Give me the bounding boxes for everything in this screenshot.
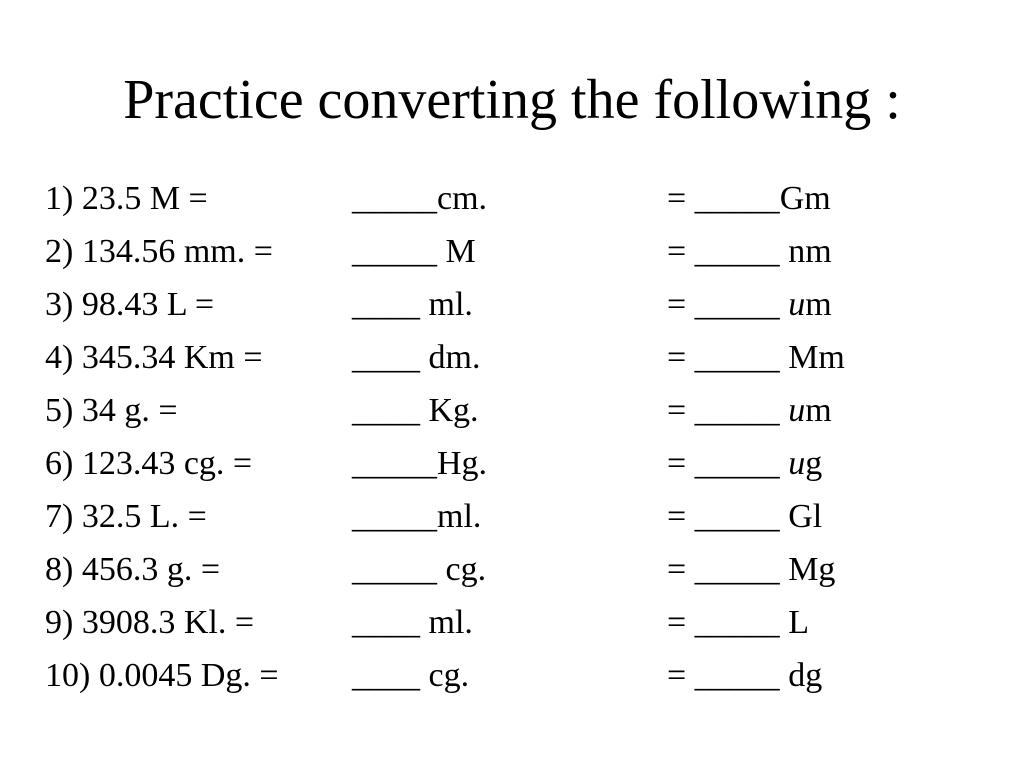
first-conversion-blank: ____ dm.: [352, 339, 481, 376]
second-conversion-blank: [667, 649, 822, 702]
first-conversion-blank: _____ cg.: [352, 551, 487, 588]
problem-row: [45, 225, 1005, 278]
second-blank-prefix: = _____: [667, 551, 789, 588]
problem-row: [45, 543, 1005, 596]
micro-prefix: u: [788, 286, 806, 323]
first-conversion-blank: ____ Kg.: [352, 392, 479, 429]
second-blank-prefix: = _____: [667, 233, 789, 270]
first-conversion-blank: _____Hg.: [352, 445, 488, 482]
second-unit: Gl: [788, 498, 823, 535]
given-quantity: 8) 456.3 g. =: [45, 551, 220, 588]
second-blank-prefix: = _____: [667, 657, 789, 694]
first-conversion-blank: _____ml.: [352, 498, 482, 535]
first-conversion-blank: ____ ml.: [352, 604, 473, 641]
problem-row: [45, 172, 1005, 225]
second-unit: dg: [788, 657, 823, 694]
second-blank-prefix: = _____: [667, 180, 780, 217]
problem-row: [45, 596, 1005, 649]
second-conversion-blank: [667, 596, 809, 649]
second-blank-prefix: = _____: [667, 286, 789, 323]
second-unit: m: [805, 286, 832, 323]
second-unit: Mg: [788, 551, 836, 588]
slide-title: Practice converting the following :: [123, 69, 901, 131]
given-quantity: 9) 3908.3 Kl. =: [45, 604, 254, 641]
second-conversion-blank: [667, 543, 835, 596]
second-conversion-blank: [667, 278, 832, 331]
second-conversion-blank: [667, 384, 832, 437]
first-conversion-blank: _____cm.: [352, 180, 488, 217]
problem-row: [45, 384, 1005, 437]
second-blank-prefix: = _____: [667, 445, 789, 482]
second-unit: nm: [788, 233, 832, 270]
given-quantity: 1) 23.5 M =: [45, 180, 208, 217]
second-unit: m: [805, 392, 832, 429]
problem-row: [45, 331, 1005, 384]
second-unit: Gm: [779, 180, 831, 217]
given-quantity: 10) 0.0045 Dg. =: [45, 657, 279, 694]
first-conversion-blank: ____ ml.: [352, 286, 473, 323]
problem-list: [45, 172, 1005, 702]
second-blank-prefix: = _____: [667, 604, 789, 641]
problem-row: [45, 278, 1005, 331]
micro-prefix: u: [788, 392, 806, 429]
given-quantity: 5) 34 g. =: [45, 392, 178, 429]
given-quantity: 6) 123.43 cg. =: [45, 445, 253, 482]
second-conversion-blank: [667, 490, 822, 543]
given-quantity: 2) 134.56 mm. =: [45, 233, 273, 270]
second-blank-prefix: = _____: [667, 392, 789, 429]
second-conversion-blank: [667, 331, 845, 384]
second-blank-prefix: = _____: [667, 498, 789, 535]
second-unit: L: [788, 604, 809, 641]
first-conversion-blank: ____ cg.: [352, 657, 470, 694]
second-blank-prefix: = _____: [667, 339, 789, 376]
second-conversion-blank: [667, 225, 832, 278]
second-conversion-blank: [667, 172, 831, 225]
first-conversion-blank: _____ M: [352, 233, 476, 270]
second-unit: g: [805, 445, 823, 482]
micro-prefix: u: [788, 445, 806, 482]
given-quantity: 3) 98.43 L =: [45, 286, 215, 323]
problem-row: [45, 649, 1005, 702]
given-quantity: 7) 32.5 L. =: [45, 498, 207, 535]
problem-row: [45, 490, 1005, 543]
second-unit: Mm: [788, 339, 845, 376]
given-quantity: 4) 345.34 Km =: [45, 339, 263, 376]
second-conversion-blank: [667, 437, 822, 490]
problem-row: [45, 437, 1005, 490]
